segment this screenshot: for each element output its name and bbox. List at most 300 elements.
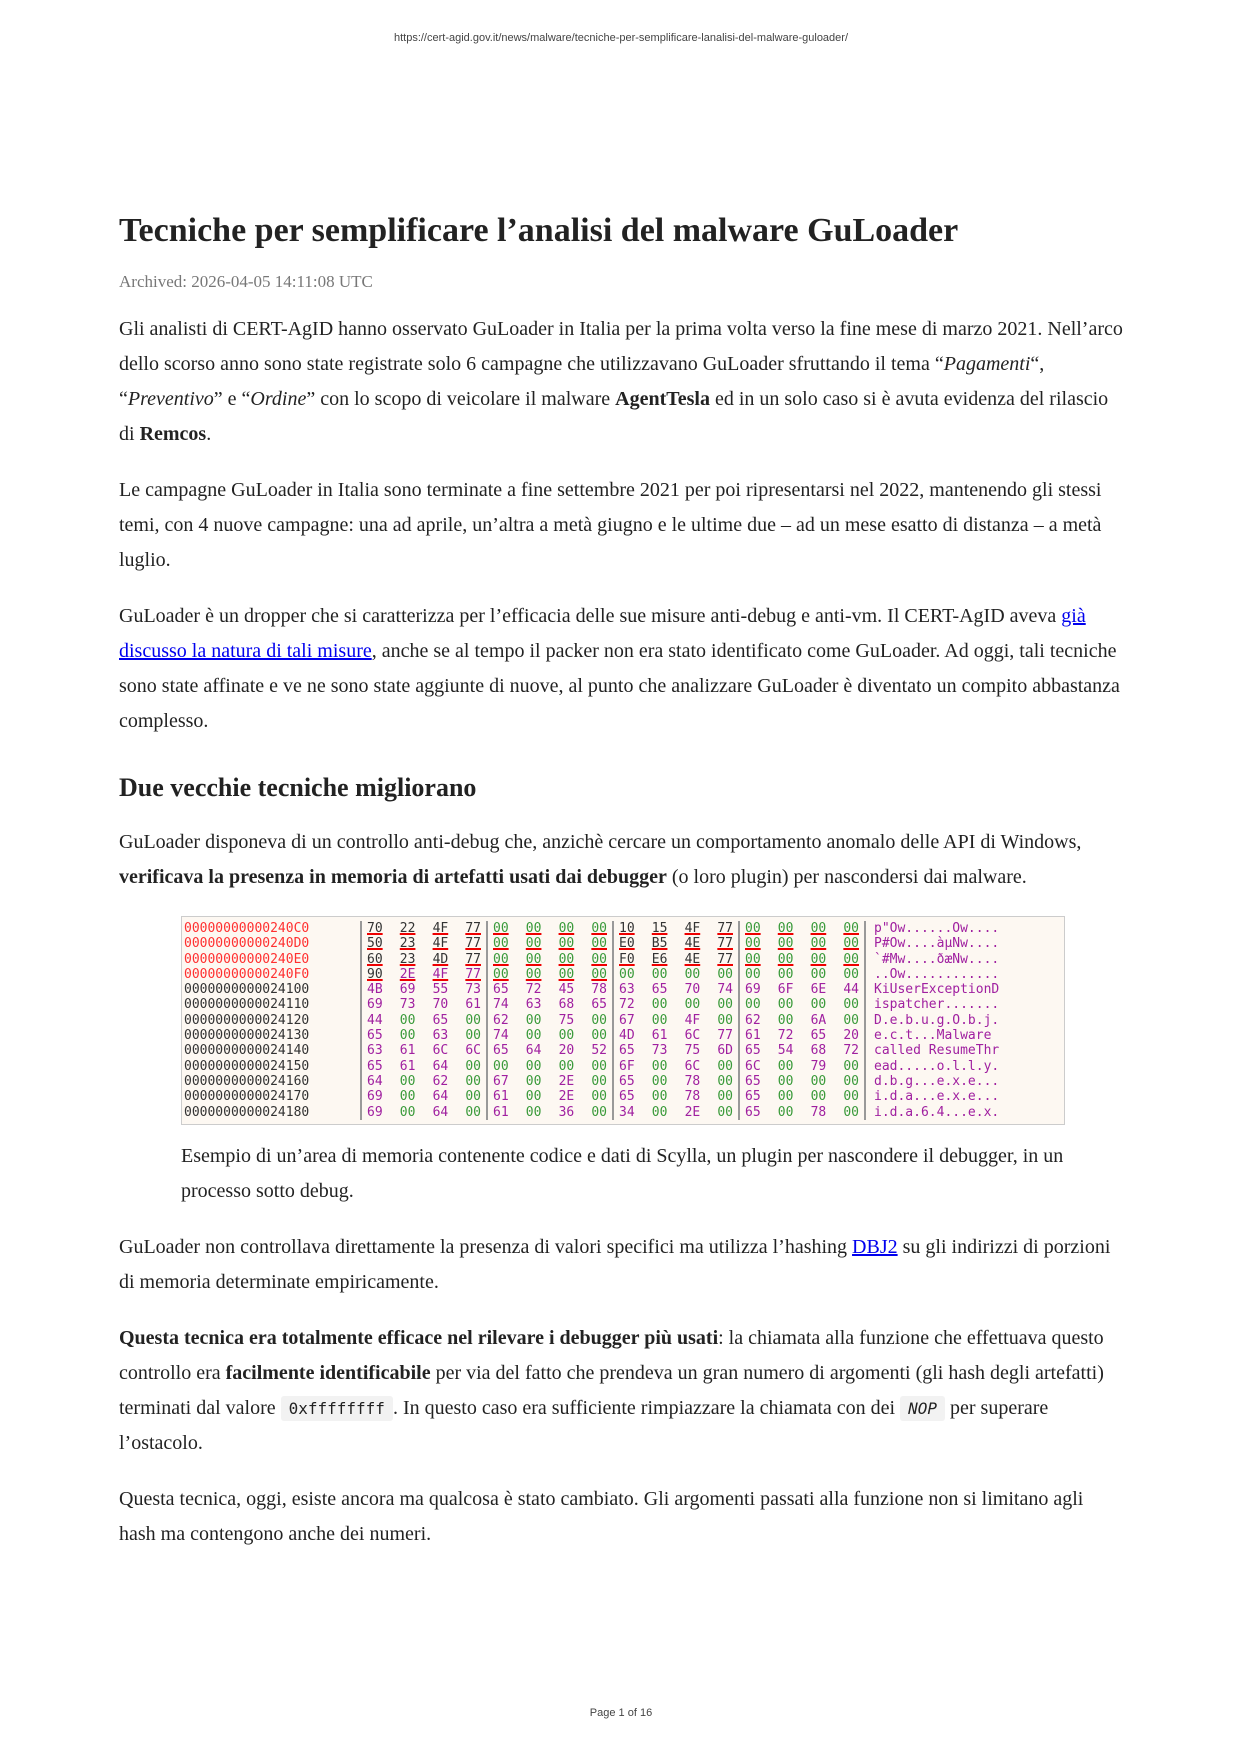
- hexdump-byte: 15: [651, 921, 668, 936]
- hexdump-byte: 74: [493, 1028, 509, 1044]
- hexdump-byte: 00: [651, 997, 668, 1013]
- hexdump-byte: 22: [399, 921, 416, 936]
- hexdump-byte: 00: [525, 966, 542, 982]
- hexdump-byte: 00: [591, 936, 607, 952]
- hexdump-row: [184, 1028, 1062, 1043]
- hexdump-byte: 00: [651, 1012, 668, 1028]
- hexdump-byte-group: [488, 982, 614, 997]
- hexdump-byte: 00: [651, 1058, 668, 1074]
- hexdump-byte-group: [740, 1089, 866, 1104]
- hexdump-byte: 75: [684, 1043, 701, 1059]
- hexdump-ascii: ead.....o.l.l.y.: [874, 1058, 1000, 1074]
- hexdump-byte-group: [614, 967, 740, 982]
- hexdump-byte-group: [614, 921, 740, 936]
- hexdump-byte: 00: [493, 951, 509, 967]
- hexdump-byte: 64: [432, 1058, 449, 1074]
- hexdump-byte: 64: [367, 1073, 383, 1089]
- hexdump-byte: 00: [558, 936, 575, 952]
- hexdump-byte-group: [614, 1074, 740, 1089]
- hexdump-byte-group: [740, 936, 866, 951]
- hexdump-byte: 62: [745, 1012, 761, 1028]
- hexdump-byte: 69: [367, 1104, 383, 1120]
- hexdump-byte: B5: [651, 936, 668, 952]
- hexdump-byte: 65: [432, 1012, 449, 1028]
- hexdump-byte: 62: [493, 1012, 509, 1028]
- hexdump-byte: 00: [399, 1104, 416, 1120]
- code-nop: NOP: [900, 1396, 945, 1421]
- hexdump-byte: 72: [777, 1028, 794, 1044]
- hexdump-row: [184, 936, 1062, 951]
- hexdump-byte-group: [488, 1043, 614, 1058]
- hexdump-byte: 2E: [558, 1073, 575, 1089]
- hexdump-byte: 62: [432, 1073, 449, 1089]
- hexdump-address: 00000000000240D0: [184, 936, 362, 951]
- hexdump-address: 0000000000024150: [184, 1059, 362, 1074]
- hexdump-ascii: ispatcher.......: [874, 997, 1000, 1013]
- page-title: Tecniche per semplificare l’analisi del malware GuLoader: [119, 212, 959, 249]
- hexdump-byte: 70: [684, 982, 701, 998]
- hexdump-byte: 00: [717, 1058, 733, 1074]
- hexdump-byte: 6A: [810, 1012, 827, 1028]
- hexdump-byte-group: [488, 967, 614, 982]
- hexdump-byte: 00: [399, 1028, 416, 1044]
- hexdump-byte-group: [362, 982, 488, 997]
- hexdump-byte-group: [740, 1059, 866, 1074]
- paragraph-intro: Gli analisti di CERT-AgID hanno osservato GuLoader in Italia per la prima volta verso la fine mese di marzo 2021. Nell’arco dello scorso anno sono state registrate solo 6 campagne che utilizzavano GuLoader sfruttando il tema “Pagamenti“, “Preventivo” e “Ordine” con lo scopo di veicolare il malware AgentTesla ed in un solo caso si è avuta evidenza del rilascio di Remcos.: [119, 318, 1123, 445]
- hexdump-byte: 20: [558, 1043, 575, 1059]
- hexdump-byte: 54: [777, 1043, 794, 1059]
- hexdump-byte: 2E: [399, 966, 416, 982]
- hexdump-byte: 00: [591, 1058, 607, 1074]
- hexdump-row: [184, 1074, 1062, 1089]
- hexdump-byte: 77: [717, 1028, 733, 1044]
- hexdump-byte: 00: [525, 1028, 542, 1044]
- hexdump-byte-group: [488, 1074, 614, 1089]
- hexdump-byte: 64: [525, 1043, 542, 1059]
- hexdump-byte: 65: [651, 982, 668, 998]
- hexdump-byte: 00: [843, 1104, 859, 1120]
- hexdump-row: [184, 997, 1062, 1012]
- hexdump-byte: 77: [717, 921, 733, 936]
- hexdump-byte: 00: [493, 936, 509, 952]
- paragraph-technique: Questa tecnica era totalmente efficace nel rilevare i debugger più usati: la chiamata alla funzione che effettuava questo controllo era facilmente identificabile per via del fatto che prendeva un gran numero di argomenti (gli hash degli artefatti) terminati dal valore 0xffffffff . In questo caso era sufficiente rimpiazzare la chiamata con dei NOP per superare l’ostacolo.: [119, 1326, 1104, 1454]
- hexdump-byte: 00: [493, 966, 509, 982]
- hexdump-byte-group: [488, 1105, 614, 1120]
- hexdump-byte-group: [614, 1059, 740, 1074]
- hexdump-byte: 00: [493, 1058, 509, 1074]
- hexdump-byte: 4F: [432, 966, 449, 982]
- hexdump-byte: 65: [810, 1028, 827, 1044]
- hexdump-byte: 65: [367, 1058, 383, 1074]
- hexdump-byte: 78: [684, 1089, 701, 1105]
- hexdump-byte-group: [362, 1105, 488, 1120]
- hexdump-address: 0000000000024180: [184, 1105, 362, 1120]
- hexdump-byte-group: [614, 1043, 740, 1058]
- hexdump-byte: 00: [843, 1058, 859, 1074]
- hexdump-byte: 73: [651, 1043, 668, 1059]
- hexdump-byte: 4F: [432, 921, 449, 936]
- hexdump-address: 0000000000024120: [184, 1013, 362, 1028]
- hexdump-byte-group: [740, 982, 866, 997]
- hexdump-byte: 00: [717, 1089, 733, 1105]
- hexdump-byte: 00: [525, 1073, 542, 1089]
- page-url: https://cert-agid.gov.it/news/malware/tecniche-per-semplificare-lanalisi-del-malware-guloader/: [393, 32, 849, 44]
- hexdump-byte: 00: [777, 1104, 794, 1120]
- hexdump-ascii: KiUserExceptionD: [874, 982, 1000, 998]
- hexdump-byte-group: [488, 936, 614, 951]
- hexdump-byte-group: [488, 1028, 614, 1043]
- hexdump-byte: 60: [367, 951, 383, 967]
- hexdump-byte: 00: [810, 966, 827, 982]
- hexdump-byte: 36: [558, 1104, 575, 1120]
- hexdump-byte: 73: [465, 982, 481, 998]
- hexdump-byte: 00: [591, 921, 607, 936]
- hexdump-byte: 65: [493, 1043, 509, 1059]
- hexdump-byte: 00: [651, 1089, 668, 1105]
- hexdump-byte-group: [488, 997, 614, 1012]
- hexdump-byte-group: [614, 952, 740, 967]
- hexdump-byte: 00: [591, 951, 607, 967]
- hexdump-byte-group: [488, 1089, 614, 1104]
- hexdump-byte: 65: [591, 997, 607, 1013]
- hexdump-byte: 00: [745, 951, 761, 967]
- hexdump-byte: 00: [651, 966, 668, 982]
- hexdump-byte: 00: [745, 997, 761, 1013]
- hexdump-byte: 77: [465, 951, 481, 967]
- hexdump-ascii: ..Ow............: [874, 966, 1000, 982]
- hexdump-byte: 52: [591, 1043, 607, 1059]
- paragraph-today: Questa tecnica, oggi, esiste ancora ma qualcosa è stato cambiato. Gli argomenti passati alla funzione non si limitano agli hash ma contengono anche dei numeri.: [119, 1487, 1084, 1545]
- hexdump-byte: 63: [619, 982, 635, 998]
- hexdump-byte: 4F: [684, 921, 701, 936]
- hexdump-row: [184, 921, 1062, 936]
- hexdump-ascii: P#Ow....àµNw....: [874, 936, 1000, 952]
- hexdump-byte: 00: [717, 997, 733, 1013]
- paragraph-antidebug: GuLoader disponeva di un controllo anti-debug che, anzichè cercare un comportamento anomalo delle API di Windows, verificava la presenza in memoria di artefatti usati dai debugger (o loro plugin) per nascondersi dai malware.: [119, 831, 1082, 888]
- hexdump-byte: 00: [525, 921, 542, 936]
- page-footer: Page 1 of 16: [589, 1707, 653, 1719]
- hexdump-byte: 00: [810, 921, 827, 936]
- hexdump-byte: 20: [843, 1028, 859, 1044]
- hexdump-byte: 6C: [684, 1028, 701, 1044]
- hexdump-byte: 00: [843, 1089, 859, 1105]
- hexdump-byte-group: [488, 1059, 614, 1074]
- hexdump-byte: 61: [465, 997, 481, 1013]
- hexdump-byte: 6F: [777, 982, 794, 998]
- hexdump-byte: 00: [717, 1104, 733, 1120]
- hexdump-byte-group: [362, 997, 488, 1012]
- hexdump-address: 0000000000024160: [184, 1074, 362, 1089]
- hexdump-byte: 00: [843, 951, 859, 967]
- hexdump-byte: 4D: [432, 951, 449, 967]
- paragraph-dropper: GuLoader è un dropper che si caratterizza per l’efficacia delle sue misure anti-debug e anti-vm. Il CERT-AgID aveva già discusso la natura di tali misure, anche se al tempo il packer non era stato identificato come GuLoader. Ad oggi, tali tecniche sono state affinate e ve ne sono state aggiunte di nuove, al punto che analizzare GuLoader è diventato un compito abbastanza complesso.: [119, 605, 1120, 732]
- hexdump-ascii: d.b.g...e.x.e...: [874, 1073, 1000, 1089]
- hexdump-byte: 4F: [684, 1012, 701, 1028]
- hexdump-byte: 00: [684, 997, 701, 1013]
- hexdump-byte: 23: [399, 936, 416, 952]
- hexdump-byte: 10: [619, 921, 635, 936]
- hexdump-byte: E6: [651, 951, 668, 967]
- hexdump-byte: 00: [777, 1012, 794, 1028]
- hexdump-byte: F0: [619, 951, 635, 967]
- hexdump-ascii: called ResumeThr: [874, 1043, 1000, 1059]
- hexdump-byte: 00: [465, 1089, 481, 1105]
- hexdump-byte: 69: [745, 982, 761, 998]
- link-dbj2[interactable]: DBJ2: [852, 1235, 898, 1258]
- hexdump-byte: 00: [558, 1028, 575, 1044]
- hexdump-byte: 67: [493, 1073, 509, 1089]
- hexdump-byte: 61: [399, 1043, 416, 1059]
- hexdump-address: 00000000000240E0: [184, 952, 362, 967]
- hexdump-byte: 44: [367, 1012, 383, 1028]
- hexdump-byte: 00: [591, 1012, 607, 1028]
- hexdump-byte: 77: [465, 921, 481, 936]
- hexdump-byte: 64: [432, 1104, 449, 1120]
- hexdump-byte: 65: [745, 1089, 761, 1105]
- hexdump-row: [184, 1105, 1062, 1120]
- hexdump-byte: 69: [367, 997, 383, 1013]
- code-0xffffffff: 0xffffffff: [281, 1396, 393, 1421]
- paragraph-hashing: GuLoader non controllava direttamente la presenza di valori specifici ma utilizza l’hashing DBJ2 su gli indirizzi di porzioni di memoria determinate empiricamente.: [119, 1235, 1111, 1293]
- hexdump-byte: 61: [399, 1058, 416, 1074]
- hexdump-byte: 00: [843, 997, 859, 1013]
- hexdump-byte: 00: [745, 936, 761, 952]
- hexdump-byte: 00: [717, 966, 733, 982]
- hexdump-byte: 00: [777, 1089, 794, 1105]
- hexdump-ascii: e.c.t...Malware: [874, 1028, 1000, 1044]
- hexdump-byte: 65: [745, 1073, 761, 1089]
- hexdump-byte: 78: [810, 1104, 827, 1120]
- hexdump-byte: 55: [432, 982, 449, 998]
- figure-caption: Esempio di un’area di memoria contenente codice e dati di Scylla, un plugin per nascondere il debugger, in un processo sotto debug.: [181, 1144, 1064, 1202]
- hexdump-byte: 64: [432, 1089, 449, 1105]
- hexdump-byte: 00: [843, 1073, 859, 1089]
- hexdump-byte: 00: [745, 921, 761, 936]
- hexdump-byte: 00: [810, 1089, 827, 1105]
- hexdump-byte: 00: [651, 1073, 668, 1089]
- hexdump-byte: 2E: [684, 1104, 701, 1120]
- hexdump-byte-group: [362, 1013, 488, 1028]
- hexdump-row: [184, 952, 1062, 967]
- hexdump-byte-group: [362, 921, 488, 936]
- hexdump-byte: 4E: [684, 951, 701, 967]
- hexdump-byte-group: [740, 952, 866, 967]
- hexdump-byte-group: [740, 997, 866, 1012]
- hexdump-byte: 67: [619, 1012, 635, 1028]
- hexdump-byte: 00: [591, 1104, 607, 1120]
- hexdump-byte: 6E: [810, 982, 827, 998]
- hexdump-byte: 00: [399, 1012, 416, 1028]
- hexdump-ascii: i.d.a...e.x.e...: [874, 1089, 1000, 1105]
- hexdump-byte: 4B: [367, 982, 383, 998]
- hexdump-byte: 70: [432, 997, 449, 1013]
- hexdump-byte: 00: [465, 1012, 481, 1028]
- hexdump-byte: 44: [843, 982, 859, 998]
- hexdump-byte: 00: [525, 936, 542, 952]
- hexdump-byte-group: [614, 1013, 740, 1028]
- hexdump-byte: 65: [619, 1073, 635, 1089]
- hexdump-byte-group: [362, 1043, 488, 1058]
- hexdump-byte-group: [362, 952, 488, 967]
- hexdump-byte: 50: [367, 936, 383, 952]
- hexdump-byte: 00: [684, 966, 701, 982]
- hexdump-byte-group: [740, 1043, 866, 1058]
- hexdump-byte: 65: [493, 982, 509, 998]
- hexdump-byte-group: [488, 921, 614, 936]
- hexdump-byte: 00: [810, 936, 827, 952]
- hexdump-byte: 00: [591, 966, 607, 982]
- hexdump-byte: 00: [777, 921, 794, 936]
- hexdump-byte: 65: [367, 1028, 383, 1044]
- hexdump-byte: 74: [717, 982, 733, 998]
- hexdump-byte: 77: [717, 951, 733, 967]
- hexdump-address: 00000000000240C0: [184, 921, 362, 936]
- hexdump-byte: 00: [558, 921, 575, 936]
- hexdump-byte-group: [614, 1089, 740, 1104]
- article: [119, 212, 1124, 1573]
- hexdump-byte: 6C: [745, 1058, 761, 1074]
- hexdump-byte: 6C: [465, 1043, 481, 1059]
- hexdump-byte: 63: [367, 1043, 383, 1059]
- hexdump-byte: 63: [525, 997, 542, 1013]
- hexdump-byte: 00: [525, 1058, 542, 1074]
- hexdump-byte: 00: [619, 966, 635, 982]
- hexdump-address: 0000000000024110: [184, 997, 362, 1012]
- hexdump-byte-group: [614, 982, 740, 997]
- hexdump-byte: 00: [525, 1012, 542, 1028]
- hexdump-byte: 00: [717, 1073, 733, 1089]
- hexdump-byte: 00: [465, 1028, 481, 1044]
- hexdump-byte: 72: [619, 997, 635, 1013]
- hexdump-byte: 68: [810, 1043, 827, 1059]
- hexdump-byte: 65: [745, 1043, 761, 1059]
- link-misure[interactable]: già discusso la natura di tali misure: [119, 605, 1086, 662]
- hexdump-byte: 78: [591, 982, 607, 998]
- hexdump-byte: 77: [465, 936, 481, 952]
- hexdump-byte: 00: [777, 1073, 794, 1089]
- hexdump-byte: 79: [810, 1058, 827, 1074]
- hexdump-byte: 00: [843, 1012, 859, 1028]
- hexdump-byte: 65: [745, 1104, 761, 1120]
- hexdump-row: [184, 1013, 1062, 1028]
- hexdump-byte: 77: [717, 936, 733, 952]
- hexdump-ascii: D.e.b.u.g.O.b.j.: [874, 1012, 1000, 1028]
- section-heading: Due vecchie tecniche migliorano: [119, 773, 477, 802]
- hexdump-byte-group: [614, 997, 740, 1012]
- hexdump-byte: E0: [619, 936, 635, 952]
- hexdump-byte: 00: [525, 1089, 542, 1105]
- hexdump-row: [184, 1089, 1062, 1104]
- hexdump-byte-group: [740, 1105, 866, 1120]
- hexdump-byte: 00: [777, 1058, 794, 1074]
- hexdump-byte: 72: [843, 1043, 859, 1059]
- hexdump-byte: 4E: [684, 936, 701, 952]
- hexdump-byte-group: [614, 1028, 740, 1043]
- hexdump-byte: 69: [399, 982, 416, 998]
- hexdump-byte-group: [362, 1059, 488, 1074]
- hexdump-byte: 00: [399, 1089, 416, 1105]
- hexdump-byte: 00: [558, 951, 575, 967]
- hexdump-byte-group: [740, 921, 866, 936]
- hexdump-byte-group: [740, 1074, 866, 1089]
- hexdump-byte: 00: [651, 1104, 668, 1120]
- hexdump-byte: 69: [367, 1089, 383, 1105]
- hexdump-byte: 63: [432, 1028, 449, 1044]
- hexdump-byte: 34: [619, 1104, 635, 1120]
- hexdump-byte: 6C: [684, 1058, 701, 1074]
- hexdump-byte-group: [362, 1089, 488, 1104]
- hexdump-byte: 70: [367, 921, 383, 936]
- hexdump-byte: 00: [810, 997, 827, 1013]
- hexdump-byte: 00: [745, 966, 761, 982]
- hexdump-byte: 77: [465, 966, 481, 982]
- hexdump-byte: 00: [777, 936, 794, 952]
- hexdump-address: 0000000000024100: [184, 982, 362, 997]
- hexdump-ascii: `#Mw....ðæNw....: [874, 951, 1000, 967]
- hexdump-byte-group: [740, 1028, 866, 1043]
- hexdump-byte: 00: [591, 1073, 607, 1089]
- hexdump-byte: 6C: [432, 1043, 449, 1059]
- hexdump-address: 0000000000024130: [184, 1028, 362, 1043]
- hexdump-byte: 65: [619, 1043, 635, 1059]
- hexdump-byte: 23: [399, 951, 416, 967]
- hexdump-row: [184, 967, 1062, 982]
- hexdump-byte: 00: [777, 951, 794, 967]
- hexdump-byte: 61: [493, 1089, 509, 1105]
- paragraph-campaigns: Le campagne GuLoader in Italia sono terminate a fine settembre 2021 per poi ripresentarsi nel 2022, mantenendo gli stessi temi, con 4 nuove campagne: una ad aprile, un’altra a metà giugno e le ultime due – ad un mese esatto di distanza – a metà luglio.: [119, 479, 1102, 571]
- hexdump-byte: 00: [810, 951, 827, 967]
- hexdump-byte: 00: [465, 1058, 481, 1074]
- hexdump-address: 00000000000240F0: [184, 967, 362, 982]
- hexdump-byte-group: [740, 1013, 866, 1028]
- hexdump-ascii: p"Ow......Ow....: [874, 921, 1000, 936]
- hexdump-byte: 00: [558, 966, 575, 982]
- hexdump-byte: 00: [591, 1028, 607, 1044]
- hexdump-byte-group: [740, 967, 866, 982]
- hexdump-byte: 75: [558, 1012, 575, 1028]
- hexdump-byte: 45: [558, 982, 575, 998]
- hexdump-byte: 78: [684, 1073, 701, 1089]
- hexdump-byte: 61: [493, 1104, 509, 1120]
- hexdump-byte: 00: [399, 1073, 416, 1089]
- hexdump-byte: 00: [843, 966, 859, 982]
- hexdump-byte: 61: [651, 1028, 668, 1044]
- hexdump-byte: 72: [525, 982, 542, 998]
- hexdump-byte-group: [488, 1013, 614, 1028]
- hexdump-byte: 73: [399, 997, 416, 1013]
- hexdump-byte-group: [362, 1074, 488, 1089]
- hexdump-ascii: i.d.a.6.4...e.x.: [874, 1104, 1000, 1120]
- hexdump-byte: 6F: [619, 1058, 635, 1074]
- hexdump-byte: 00: [525, 951, 542, 967]
- hexdump-image: [181, 916, 1065, 1125]
- archived-date: Archived: 2026-04-05 14:11:08 UTC: [119, 272, 373, 291]
- hexdump-address: 0000000000024170: [184, 1089, 362, 1104]
- hexdump-byte: 65: [619, 1089, 635, 1105]
- hexdump-byte-group: [614, 936, 740, 951]
- hexdump-byte: 74: [493, 997, 509, 1013]
- hexdump-byte: 4F: [432, 936, 449, 952]
- hexdump-byte: 00: [843, 936, 859, 952]
- hexdump-byte: 00: [525, 1104, 542, 1120]
- hexdump-byte-group: [488, 952, 614, 967]
- hexdump-byte: 00: [777, 997, 794, 1013]
- hexdump-byte-group: [614, 1105, 740, 1120]
- hexdump-byte: 00: [558, 1058, 575, 1074]
- hexdump-byte: 00: [810, 1073, 827, 1089]
- hexdump-byte: 00: [777, 966, 794, 982]
- hexdump-byte: 2E: [558, 1089, 575, 1105]
